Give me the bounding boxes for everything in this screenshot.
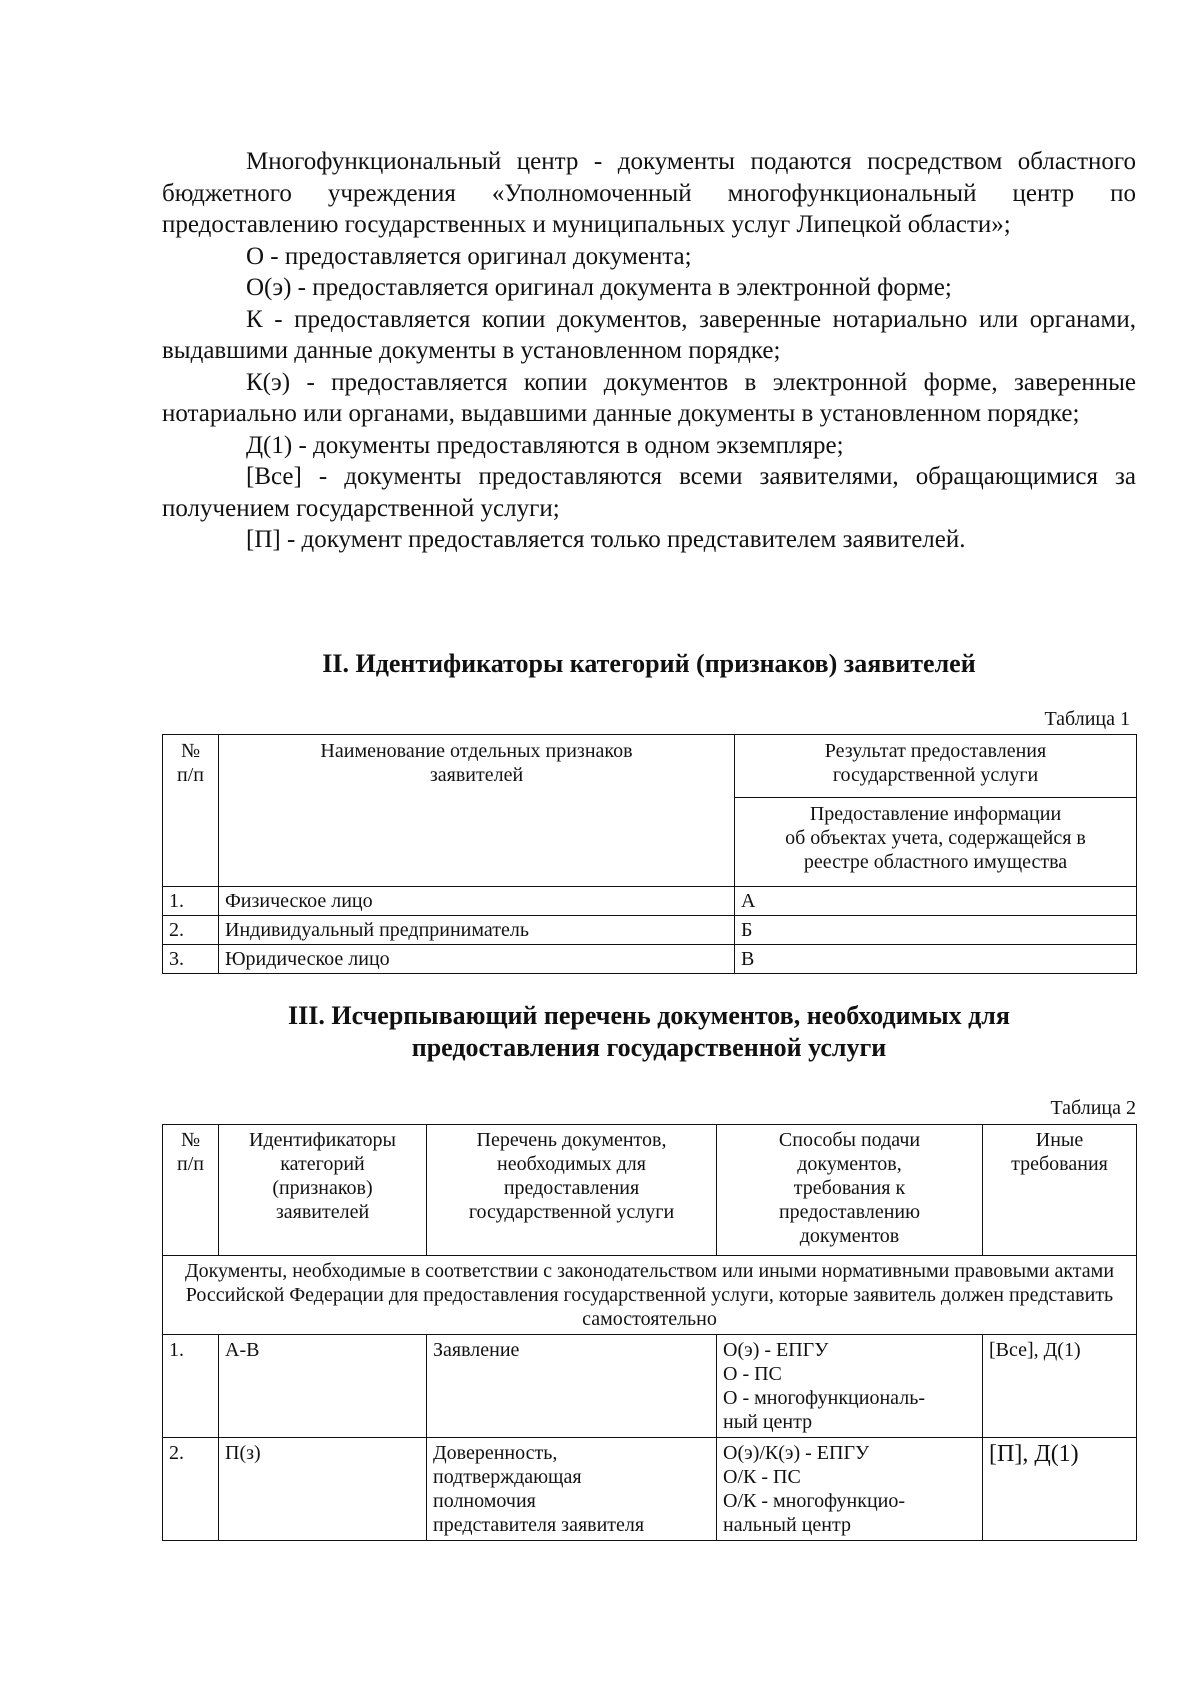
row-num: 2. — [163, 1438, 219, 1541]
row-doc: Доверенность, подтверждающая полномочия представителя заявителя — [427, 1438, 717, 1541]
header-name: Наименование отдельных признаков заявителей — [219, 735, 735, 887]
row-ids: П(з) — [219, 1438, 427, 1541]
row-name: Юридическое лицо — [219, 945, 735, 974]
paragraph-all: [Все] - документы предоставляются всеми заявителями, обращающимися за получением государственной услуги; — [162, 463, 1136, 522]
table-2-caption: Таблица 2 — [1050, 1097, 1136, 1119]
paragraph-d1: Д(1) - документы предоставляются в одном экземпляре; — [246, 431, 844, 459]
table-row — [163, 1335, 1137, 1438]
row-num: 3. — [163, 945, 219, 974]
group-title: Документы, необходимые в соответствии с законодательством или иными нормативными правовыми актами Российской Федерации для предоставления государственной услуги, которые заявитель должен представить самостоятельно — [163, 1256, 1137, 1335]
group-row — [163, 1256, 1137, 1335]
row-id: В — [735, 945, 1137, 974]
header-docs: Перечень документов, необходимых для предоставления государственной услуги — [427, 1125, 717, 1256]
paragraph-k: К - предоставляется копии документов, заверенные нотариально или органами, выдавшими данные документы в установленном порядке; — [162, 305, 1136, 364]
row-num: 1. — [163, 887, 219, 916]
paragraph-ke: К(э) - предоставляется копии документов в электронной форме, заверенные нотариально или органами, выдавшими данные документы в установленном порядке; — [162, 368, 1136, 427]
row-id: А — [735, 887, 1137, 916]
header-ids: Идентификаторы категорий (признаков) заявителей — [219, 1125, 427, 1256]
row-num: 2. — [163, 916, 219, 945]
row-methods: О(э) - ЕПГУ О - ПС О - многофункциональ- ный центр — [717, 1335, 983, 1438]
paragraph-oe: О(э) - предоставляется оригинал документа в электронной форме; — [246, 274, 952, 301]
table-row — [163, 916, 1137, 945]
row-name: Индивидуальный предприниматель — [219, 916, 735, 945]
row-num: 1. — [163, 1335, 219, 1438]
row-methods: О(э)/К(э) - ЕПГУ О/К - ПС О/К - многофункцио- нальный центр — [717, 1438, 983, 1541]
table-row — [163, 945, 1137, 974]
section-3-title: III. Исчерпывающий перечень документов, необходимых для предоставления государственной услуги — [288, 1001, 1010, 1062]
header-result-sub: Предоставление информации об объектах учета, содержащейся в реестре областного имущества — [735, 798, 1137, 887]
documents-table — [162, 1124, 1137, 1541]
header-other: Иные требования — [983, 1125, 1137, 1256]
header-num: № п/п — [163, 1125, 219, 1256]
section-2-title: II. Идентификаторы категорий (признаков) заявителей — [322, 649, 976, 678]
intro-text — [162, 146, 1136, 556]
row-ids: А-В — [219, 1335, 427, 1438]
applicant-categories-table — [162, 734, 1137, 974]
row-name: Физическое лицо — [219, 887, 735, 916]
table-header-row — [163, 735, 1137, 798]
header-num: № п/п — [163, 735, 219, 887]
paragraph-mfc: Многофункциональный центр - документы подаются посредством областного бюджетного учреждения «Уполномоченный многофункциональный центр по предоставлению государственных и муниципальных услуг Липецкой области»; — [162, 148, 1136, 238]
table-row — [163, 1438, 1137, 1541]
paragraph-o: О - предоставляется оригинал документа; — [246, 242, 692, 270]
table-header-row — [163, 1125, 1137, 1256]
header-result: Результат предоставления государственной услуги — [735, 735, 1137, 798]
row-id: Б — [735, 916, 1137, 945]
row-other: [Все], Д(1) — [983, 1335, 1137, 1438]
paragraph-p: [П] - документ предоставляется только представителем заявителей. — [246, 526, 966, 553]
header-methods: Способы подачи документов, требования к предоставлению документов — [717, 1125, 983, 1256]
row-other: [П], Д(1) — [983, 1438, 1137, 1541]
row-doc: Заявление — [427, 1335, 717, 1438]
table-1-caption: Таблица 1 — [1044, 708, 1130, 730]
table-row — [163, 887, 1137, 916]
